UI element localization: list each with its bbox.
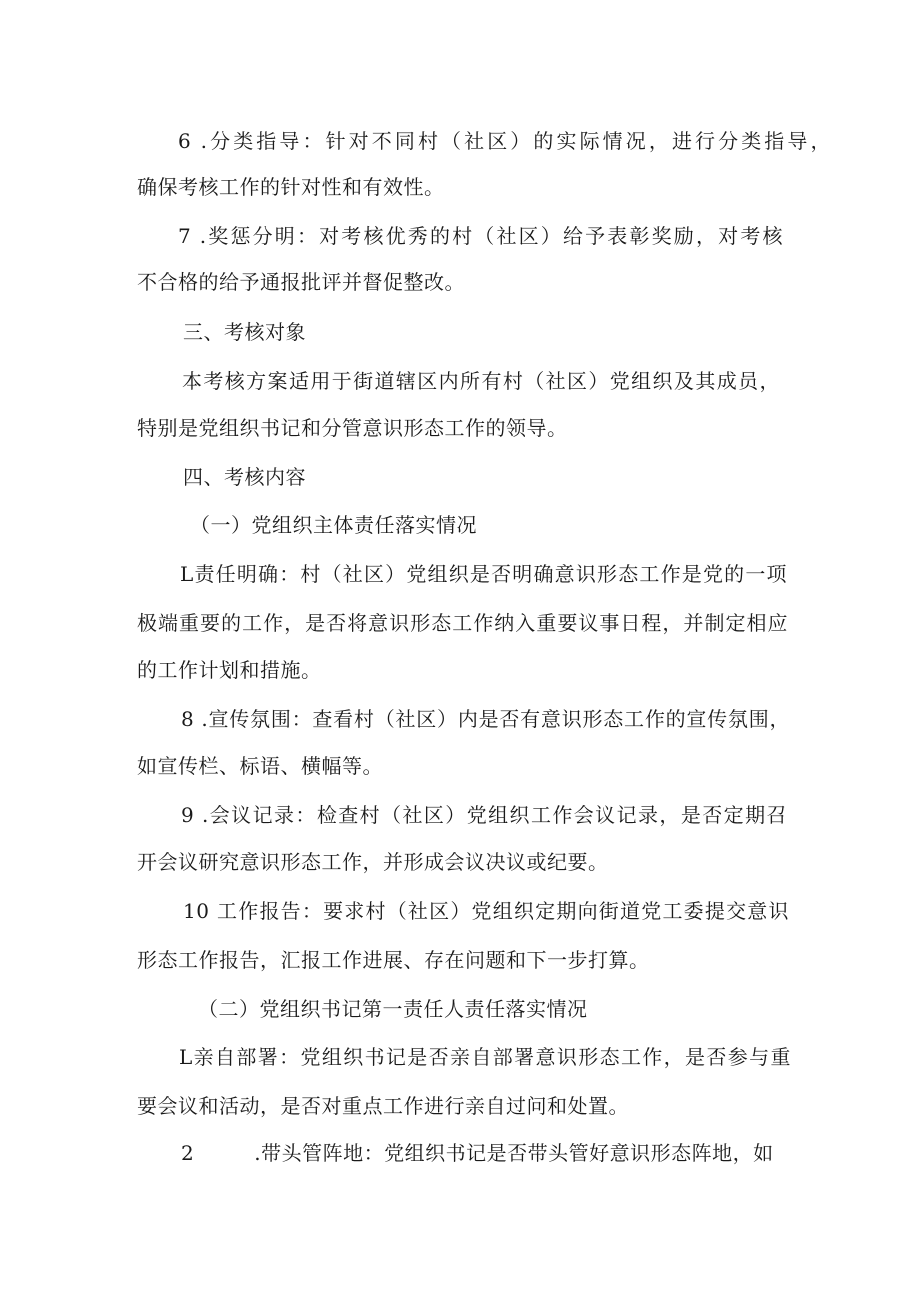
section-heading-4: 四、考核内容 <box>183 465 306 489</box>
subsection-heading-1: （一）党组织主体责任落实情况 <box>190 513 477 537</box>
scope-line1: 本考核方案适用于街道辖区内所有村（社区）党组织及其成员， <box>182 369 780 393</box>
item-l1-line3: 的工作计划和措施。 <box>137 658 322 682</box>
scope-line2: 特别是党组织书记和分管意识形态工作的领导。 <box>137 416 568 440</box>
item9-line1: 9 .会议记录：检查村（社区）党组织工作会议记录，是否定期召 <box>181 803 787 827</box>
p6-line1: 6 .分类指导：针对不同村（社区）的实际情况，进行分类指导， <box>178 129 831 153</box>
item2-number: 2 <box>181 1141 195 1165</box>
item-l2-line2: 要会议和活动，是否对重点工作进行亲自过问和处置。 <box>137 1094 629 1118</box>
item-l1-line1: L责任明确：村（社区）党组织是否明确意识形态工作是党的一项 <box>180 562 787 586</box>
item10-line2: 形态工作报告，汇报工作进展、存在问题和下一步打算。 <box>137 948 650 972</box>
item10-line1: 10 工作报告：要求村（社区）党组织定期向街道党工委提交意识 <box>183 899 789 923</box>
item2-line1 <box>181 1139 774 1167</box>
p6-line2: 确保考核工作的针对性和有效性。 <box>137 175 445 199</box>
item-l1-line2: 极端重要的工作，是否将意识形态工作纳入重要议事日程，并制定相应 <box>137 611 788 635</box>
subsection-heading-2: （二）党组织书记第一责任人责任落实情况 <box>198 997 588 1021</box>
item8-line2: 如宣传栏、标语、横幅等。 <box>137 754 383 778</box>
item9-line2: 开会议研究意识形态工作，并形成会议决议或纪要。 <box>137 850 609 874</box>
p7-line1: 7 .奖惩分明：对考核优秀的村（社区）给予表彰奖励，对考核 <box>178 224 783 248</box>
p7-line2: 不合格的给予通报批评并督促整改。 <box>137 270 465 294</box>
item-l2-line1: L亲自部署：党组织书记是否亲自部署意识形态工作，是否参与重 <box>179 1045 791 1069</box>
item8-line1: 8 .宣传氛围：查看村（社区）内是否有意识形态工作的宣传氛围， <box>181 707 790 731</box>
item2-text: .带头管阵地：党组织书记是否带头管好意识形态阵地，如 <box>254 1141 774 1165</box>
section-heading-3: 三、考核对象 <box>183 320 306 344</box>
